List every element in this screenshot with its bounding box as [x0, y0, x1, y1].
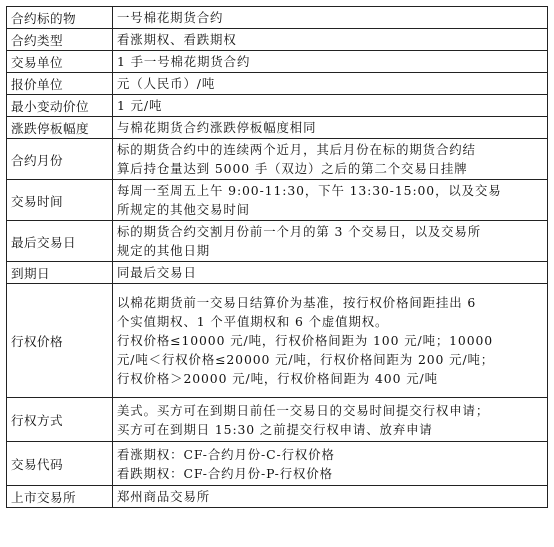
value-line: 美式。买方可在到期日前任一交易日的交易时间提交行权申请； [117, 402, 490, 418]
row-value [113, 486, 548, 508]
row-label: 上市交易所 [7, 486, 113, 508]
value-line: 与棉花期货合约涨跌停板幅度相同 [117, 120, 317, 135]
row-value [113, 51, 548, 73]
table-row [7, 398, 548, 442]
table-row [7, 51, 548, 73]
table-row [7, 95, 548, 117]
contract-spec-table [6, 6, 548, 508]
row-value [113, 221, 548, 262]
table-row [7, 117, 548, 139]
row-label: 交易时间 [7, 180, 113, 221]
table-row [7, 284, 548, 398]
table-row [7, 29, 548, 51]
value-line: 个实值期权、1 个平值期权和 6 个虚值期权。 [117, 314, 389, 329]
table-row [7, 7, 548, 29]
row-label: 涨跌停板幅度 [7, 117, 113, 139]
row-value [113, 95, 548, 117]
table-row [7, 180, 548, 221]
row-label: 行权价格 [7, 284, 113, 398]
row-value [113, 180, 548, 221]
table-row [7, 442, 548, 486]
value-line: 1 元/吨 [117, 98, 163, 113]
row-label: 合约类型 [7, 29, 113, 51]
row-value [113, 398, 548, 442]
table-row [7, 221, 548, 262]
value-line: 标的期货合约交割月份前一个月的第 3 个交易日，以及交易所 [117, 224, 482, 239]
value-line: 标的期货合约中的连续两个近月，其后月份在标的期货合约结 [117, 142, 476, 157]
value-line: 郑州商品交易所 [117, 489, 211, 504]
table-row [7, 262, 548, 284]
value-line: 所规定的其他交易时间 [117, 202, 250, 217]
row-value [113, 73, 548, 95]
value-line: 每周一至周五上午 9:00-11:30，下午 13:30-15:00，以及交易 [117, 183, 502, 198]
table-row [7, 486, 548, 508]
value-line: 看跌期权：CF-合约月份-P-行权价格 [117, 465, 333, 481]
row-label: 报价单位 [7, 73, 113, 95]
row-label: 合约标的物 [7, 7, 113, 29]
row-value [113, 117, 548, 139]
row-label: 到期日 [7, 262, 113, 284]
value-line: 元/吨＜行权价格≤20000 元/吨，行权价格间距为 200 元/吨； [117, 352, 495, 367]
value-line: 买方可在到期日 15:30 之前提交行权申请、放弃申请 [117, 421, 433, 437]
row-value [113, 262, 548, 284]
value-line: 规定的其他日期 [117, 243, 211, 258]
value-line: 1 手一号棉花期货合约 [117, 54, 251, 69]
row-value [113, 284, 548, 398]
table-row [7, 73, 548, 95]
row-value [113, 7, 548, 29]
row-label: 交易代码 [7, 442, 113, 486]
row-label: 交易单位 [7, 51, 113, 73]
value-line: 算后持仓量达到 5000 手（双边）之后的第二个交易日挂牌 [117, 161, 468, 176]
value-line: 元（人民币）/吨 [117, 76, 216, 91]
row-label: 行权方式 [7, 398, 113, 442]
value-line: 一号棉花期货合约 [117, 10, 224, 25]
value-line: 看涨期权：CF-合约月份-C-行权价格 [117, 446, 335, 462]
row-value [113, 442, 548, 486]
row-label: 最小变动价位 [7, 95, 113, 117]
value-line: 行权价格＞20000 元/吨，行权价格间距为 400 元/吨 [117, 371, 438, 386]
value-line: 以棉花期货前一交易日结算价为基准，按行权价格间距挂出 6 [117, 295, 477, 310]
row-label: 最后交易日 [7, 221, 113, 262]
table-row [7, 139, 548, 180]
row-label: 合约月份 [7, 139, 113, 180]
value-line: 同最后交易日 [117, 265, 197, 280]
value-line: 行权价格≤10000 元/吨，行权价格间距为 100 元/吨；10000 [117, 333, 494, 348]
value-line: 看涨期权、看跌期权 [117, 32, 237, 47]
row-value [113, 139, 548, 180]
row-value [113, 29, 548, 51]
